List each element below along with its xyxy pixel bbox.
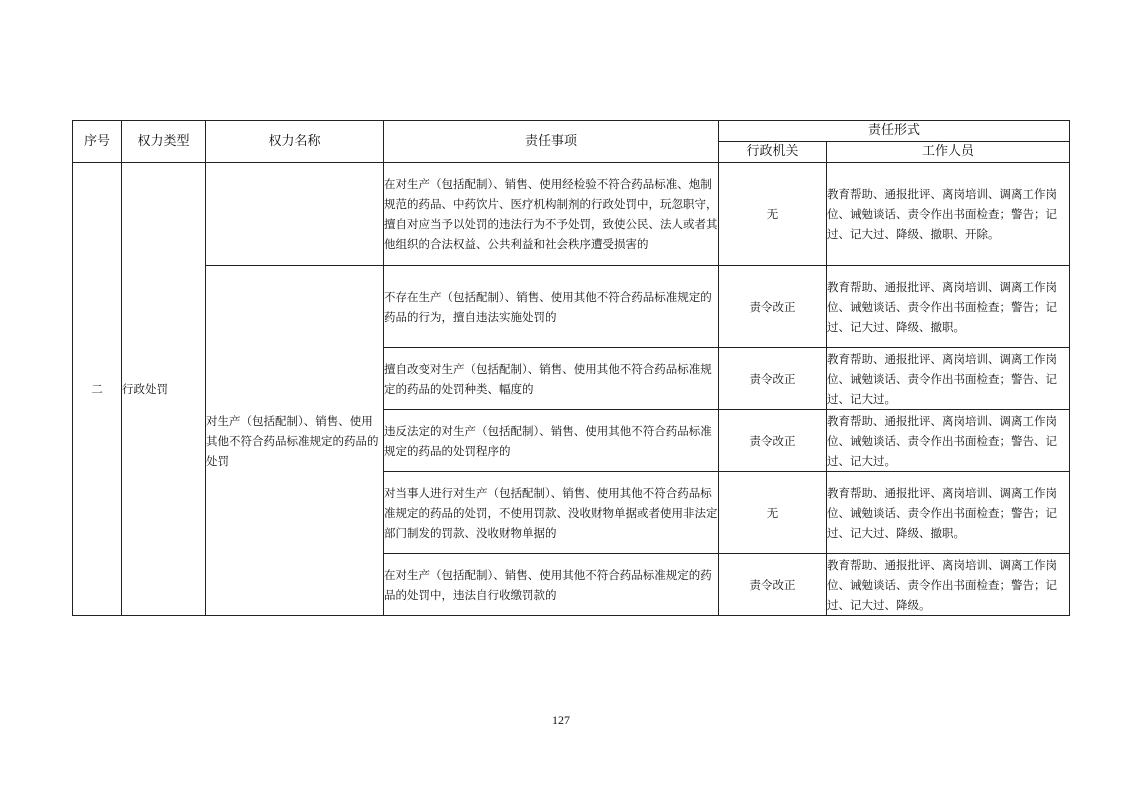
staff-cell: 教育帮助、通报批评、离岗培训、调离工作岗位、诫勉谈话、责令作出书面检查；警告；记过、记大过、降级、撤职、开除。 [827,163,1070,266]
staff-cell: 教育帮助、通报批评、离岗培训、调离工作岗位、诫勉谈话、责令作出书面检查；警告；记过、记大过、降级。 [827,554,1070,616]
staff-cell: 教育帮助、通报批评、离岗培训、调离工作岗位、诫勉谈话、责令作出书面检查；警告；记过、记大过、降级、撤职。 [827,472,1070,554]
header-power-type: 权力类型 [122,121,206,163]
matter-cell: 在对生产（包括配制）、销售、使用经检验不符合药品标准、炮制规范的药品、中药饮片、医疗机构制剂的行政处罚中，玩忽职守，擅自对应当予以处罚的违法行为不予处罚，致使公民、法人或者其他组织的合法权益、公共利益和社会秩序遭受损害的 [384,163,719,266]
seq-cell: 二 [73,163,122,616]
agency-cell: 无 [719,163,827,266]
table-row [73,163,1070,266]
header-seq: 序号 [73,121,122,163]
header-row-1 [73,121,1070,142]
header-agency: 行政机关 [719,142,827,163]
staff-cell: 教育帮助、通报批评、离岗培训、调离工作岗位、诫勉谈话、责令作出书面检查；警告、记过、记大过。 [827,410,1070,472]
agency-cell: 责令改正 [719,266,827,348]
staff-cell: 教育帮助、通报批评、离岗培训、调离工作岗位、诫勉谈话、责令作出书面检查；警告、记过、记大过。 [827,348,1070,410]
staff-cell: 教育帮助、通报批评、离岗培训、调离工作岗位、诫勉谈话、责令作出书面检查；警告；记过、记大过、降级、撤职。 [827,266,1070,348]
matter-cell: 违反法定的对生产（包括配制）、销售、使用其他不符合药品标准规定的药品的处罚程序的 [384,410,719,472]
matter-cell: 对当事人进行对生产（包括配制）、销售、使用其他不符合药品标准规定的药品的处罚，不使用罚款、没收财物单据或者使用非法定部门制发的罚款、没收财物单据的 [384,472,719,554]
matter-cell: 在对生产（包括配制）、销售、使用其他不符合药品标准规定的药品的处罚中，违法自行收缴罚款的 [384,554,719,616]
header-staff: 工作人员 [827,142,1070,163]
page-number: 127 [552,713,570,727]
matter-cell: 擅自改变对生产（包括配制）、销售、使用其他不符合药品标准规定的药品的处罚种类、幅度的 [384,348,719,410]
power-name-cell-empty [206,163,384,266]
duty-table [72,120,1070,616]
power-type-cell: 行政处罚 [122,163,206,616]
power-name-cell: 对生产（包括配制）、销售、使用其他不符合药品标准规定的药品的处罚 [206,266,384,616]
agency-cell: 责令改正 [719,410,827,472]
header-responsibility-form: 责任形式 [719,121,1070,142]
table-row [73,266,1070,348]
header-responsibility-matter: 责任事项 [384,121,719,163]
agency-cell: 责令改正 [719,348,827,410]
matter-cell: 不存在生产（包括配制）、销售、使用其他不符合药品标准规定的药品的行为，擅自违法实施处罚的 [384,266,719,348]
header-power-name: 权力名称 [206,121,384,163]
agency-cell: 无 [719,472,827,554]
agency-cell: 责令改正 [719,554,827,616]
